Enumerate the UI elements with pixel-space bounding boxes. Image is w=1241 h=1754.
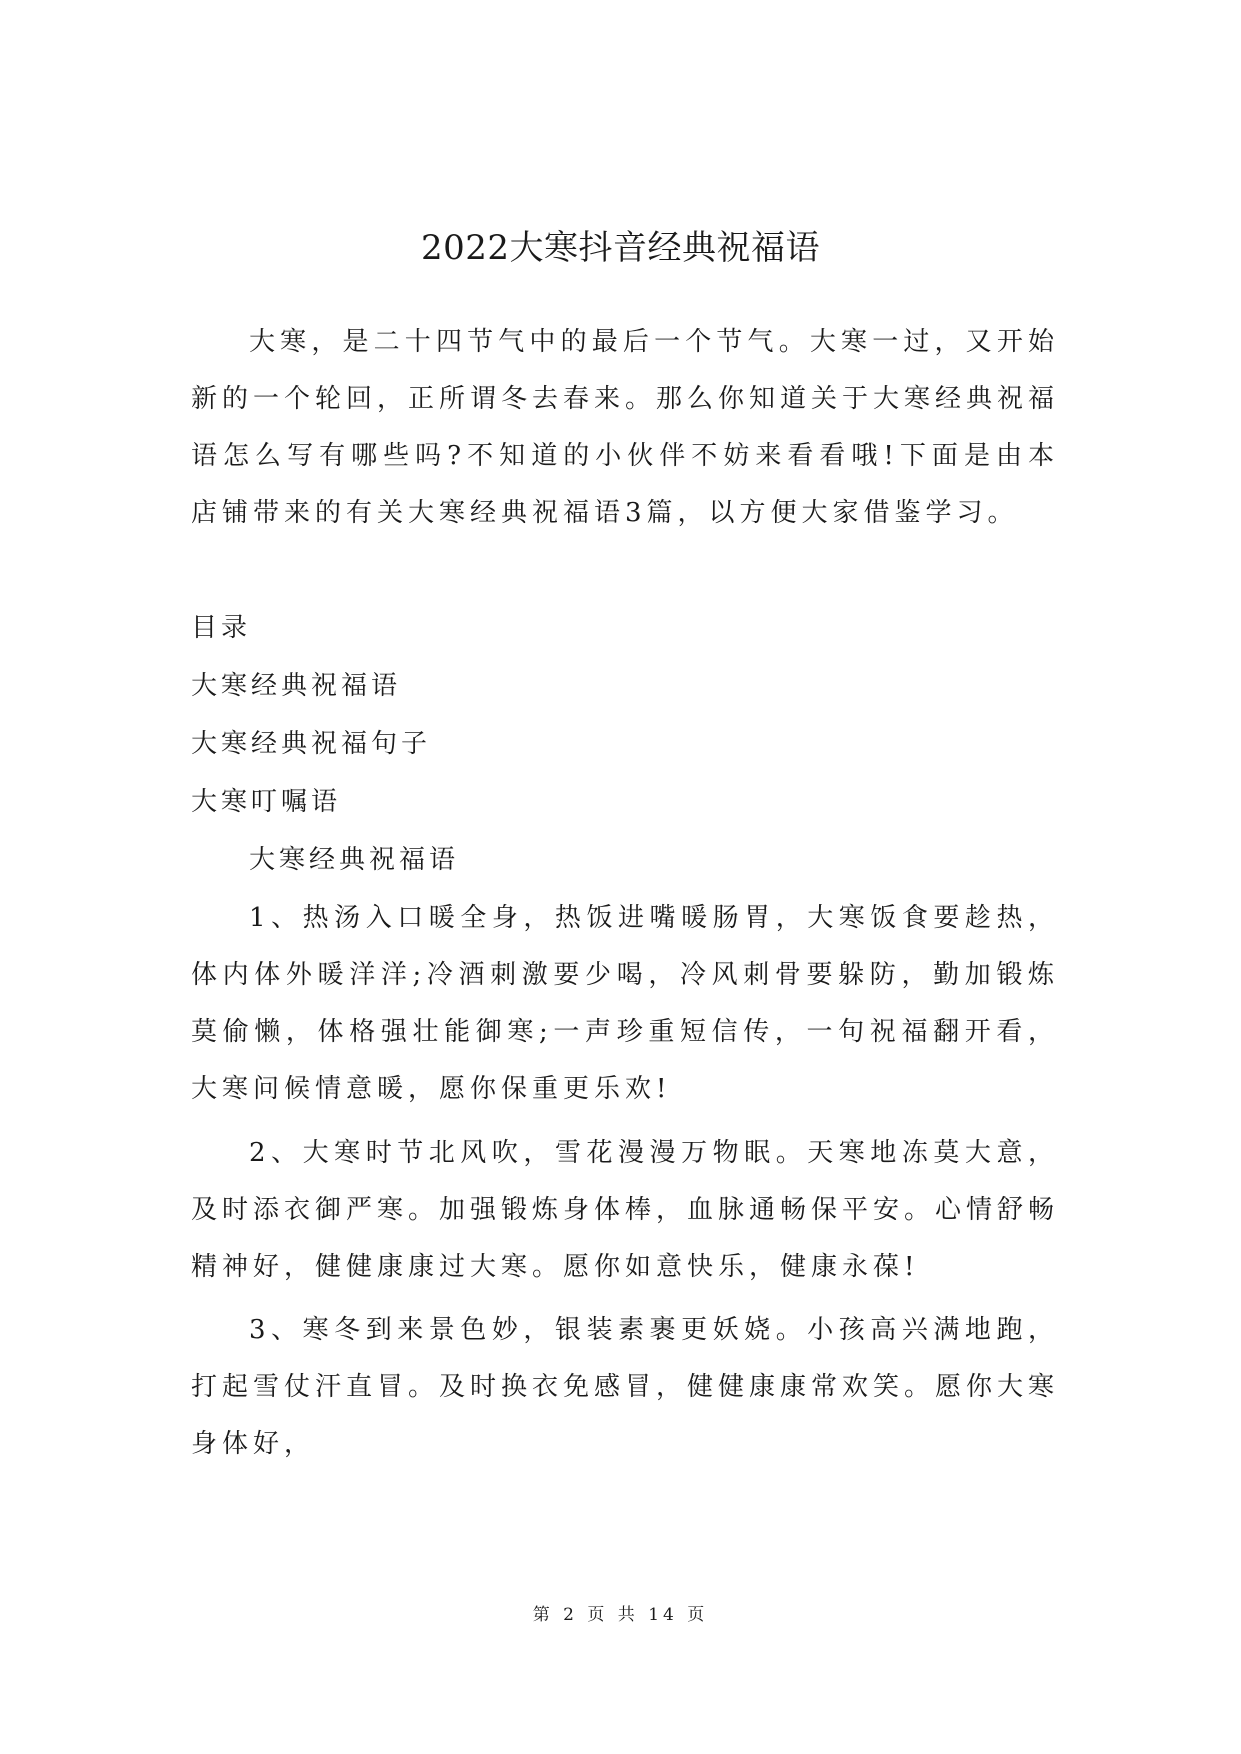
section-heading: 大寒经典祝福语 — [249, 845, 460, 875]
toc-item-2[interactable]: 大寒经典祝福句子 — [191, 729, 432, 759]
page-footer: 第 2 页 共 14 页 — [532, 1605, 709, 1625]
toc-item-1[interactable]: 大寒经典祝福语 — [191, 671, 402, 701]
intro-paragraph: 大寒，是二十四节气中的最后一个节气。大寒一过，又开始新的一个轮回，正所谓冬去春来。那么你知道关于大寒经典祝福语怎么写有哪些吗?不知道的小伙伴不妨来看看哦!下面是由本店铺带来的有关大寒经典祝福语3篇，以方便大家借鉴学习。 — [191, 327, 1060, 528]
toc-heading: 目录 — [191, 613, 252, 643]
paragraph-2: 2、大寒时节北风吹，雪花漫漫万物眠。天寒地冻莫大意，及时添衣御严寒。加强锻炼身体棒，血脉通畅保平安。心情舒畅精神好，健健康康过大寒。愿你如意快乐，健康永葆! — [191, 1138, 1060, 1282]
paragraph-3: 3、寒冬到来景色妙，银装素裹更妖娆。小孩高兴满地跑，打起雪仗汗直冒。及时换衣免感冒，健健康康常欢笑。愿你大寒身体好， — [191, 1315, 1060, 1459]
toc-item-3[interactable]: 大寒叮嘱语 — [191, 787, 342, 817]
document-title: 2022大寒抖音经典祝福语 — [420, 228, 821, 268]
paragraph-1: 1、热汤入口暖全身，热饭进嘴暖肠胃，大寒饭食要趁热，体内体外暖洋洋;冷酒刺激要少喝，冷风刺骨要躲防，勤加锻炼莫偷懒，体格强壮能御寒;一声珍重短信传，一句祝福翻开看，大寒问候情意暖，愿你保重更乐欢! — [191, 903, 1059, 1104]
